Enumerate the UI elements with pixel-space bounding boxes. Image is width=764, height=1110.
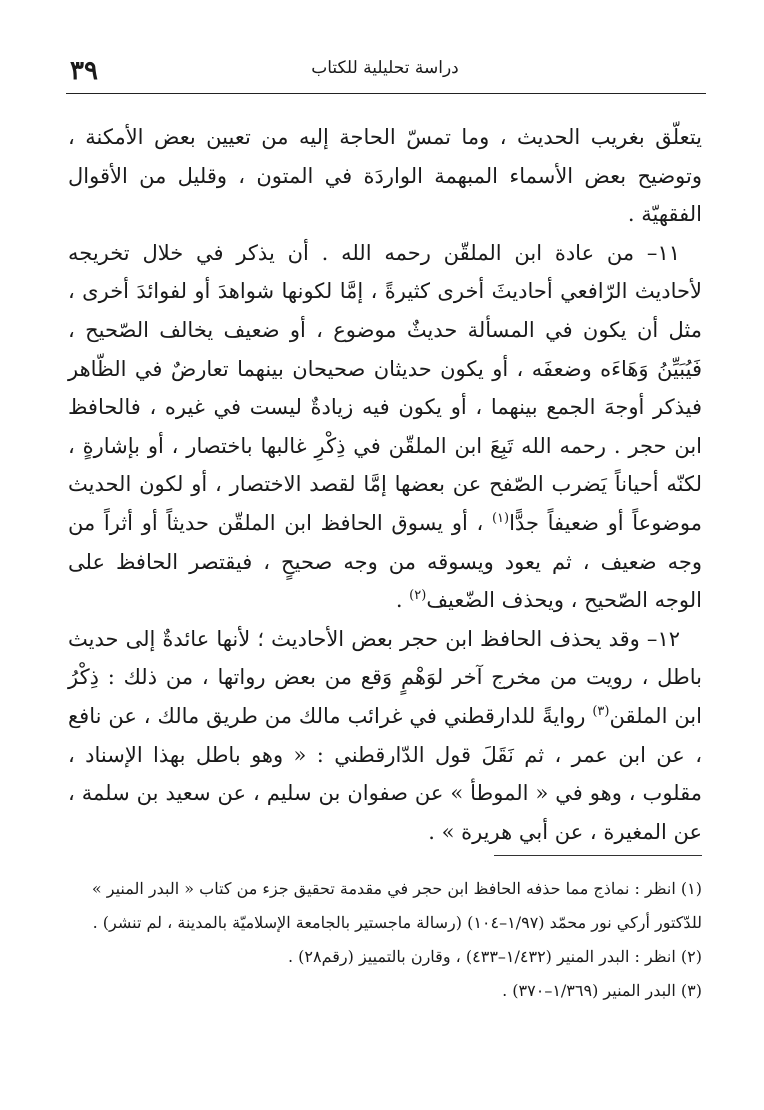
footnote-mark-1: (١) xyxy=(491,510,510,526)
paragraph-2 xyxy=(68,234,702,620)
page-number: ٣٩ xyxy=(70,56,98,86)
footnote-separator xyxy=(494,855,702,856)
paragraph-2-continued: ، أو يسوق الحافظ ابن الملقّن حديثاً أو أثراً من وجه ضعيف ، ثم يعود ويسوقه من وجه صحيحٍ ، فيقتصر الحافظ على الوجه الصّحيح ، ويحذف الضّعيف xyxy=(68,510,702,613)
paragraph-1: يتعلّق بغريب الحديث ، وما تمسّ الحاجة إليه من تعيين بعض الأمكنة ، وتوضيح بعض الأسماء المبهمة الواردَة في المتون ، وقليل من الأقوال الفقهيّة . xyxy=(68,125,702,227)
paragraph-2-text: ١١– من عادة ابن الملقّن رحمه الله . أن يذكر في خلال تخريجه لأحاديث الرّافعي أحاديثَ أخرى كثيرةً ، إمَّا لكونها شواهدَ أو لفوائدَ أخرى ، مثل أن يكون في المسألة حديثٌ موضوع ، أو ضعيف يخالف الصّحيح ، فَيُبَيِّنُ وَهَاءَه وضعفَه ، أو يكون حديثان صحيحان بينهما تعارضٌ في الظّاهر فيذكر أوجهَ الجمع بينهما ، أو يكون فيه زيادةٌ ليست في غيره ، فالحافظ ابن حجر . رحمه الله تَبِعَ ابن الملقّن في ذِكْرِ غالبها باختصار ، أو بإشارةٍ ، لكنّه أحياناً يَضرب الصّفح عن بعضها إمَّا لقصد الاختصار ، أو لكون الحديث موضوعاً أو ضعيفاً جدًّا xyxy=(68,240,702,535)
running-title: دراسة تحليلية للكتاب xyxy=(311,58,459,78)
header-rule xyxy=(66,93,706,94)
main-text xyxy=(68,118,702,851)
footnotes xyxy=(68,872,702,1008)
paragraph-3-continued: روايةً للدارقطني في غرائب مالك من طريق مالك ، عن نافع ، عن ابن عمر ، ثم نَقَلَ قول الدّارقطني : « وهو باطل بهذا الإسناد ، مقلوب ، وهو في « الموطأ » عن صفوان بن سليم ، عن سعيد بن سلمة ، عن المغيرة ، عن أبي هريرة » . xyxy=(68,703,702,844)
footnote-3: (٣) البدر المنير (١/٣٦٩–٣٧٠) . xyxy=(502,981,702,1000)
page-header xyxy=(66,56,704,90)
footnote-1: (١) انظر : نماذج مما حذفه الحافظ ابن حجر في مقدمة تحقيق جزء من كتاب « البدر المنير » للدّكتور أركي نور محمّد (١/٩٧–١٠٤) (رسالة ماجستير بالجامعة الإسلاميّة بالمدينة ، لم تنشر) . xyxy=(91,879,702,932)
footnote-2: (٢) انظر : البدر المنير (١/٤٣٢–٤٣٣) ، وقارن بالتمييز (رقم٢٨) . xyxy=(288,947,702,966)
footnote-mark-3: (٣) xyxy=(592,703,610,719)
footnote-mark-2: (٢) xyxy=(409,588,427,604)
paragraph-3 xyxy=(68,620,702,852)
paragraph-2-end: . xyxy=(395,588,410,613)
paragraph-3-text: ١٢– وقد يحذف الحافظ ابن حجر بعض الأحاديث ؛ لأنها عائدةٌ إلى حديث باطل ، رويت من مخرج آخر لوَهْمٍ وَقع من بعض رواتها ، من ذلك : ذِكْرُ ابن الملقن xyxy=(68,626,702,728)
